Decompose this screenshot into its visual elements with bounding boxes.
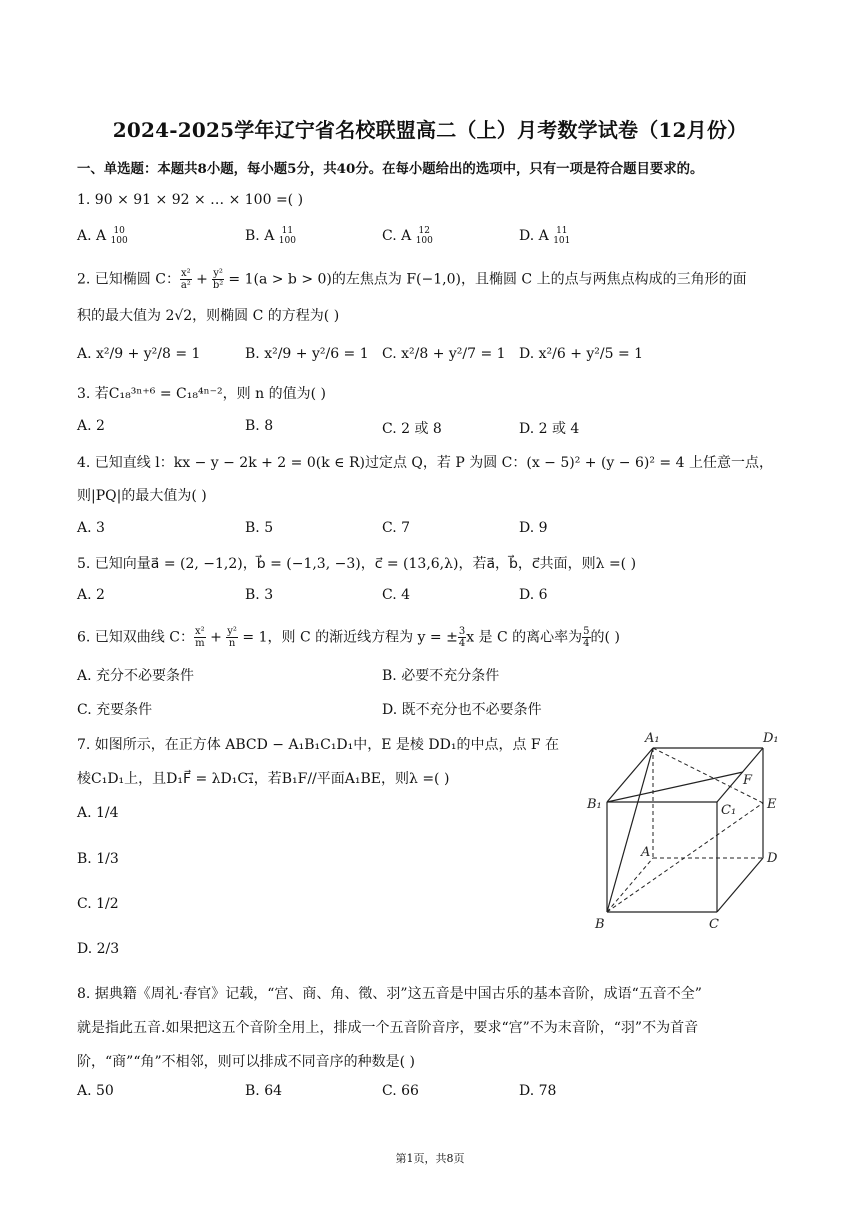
q1-option-c: C. A 12 100 <box>382 226 433 246</box>
label-b: B <box>595 917 605 932</box>
q3-option-a: A. 2 <box>77 418 105 434</box>
label-b1: B₁ <box>587 797 602 812</box>
q2-option-c: C. x²/8 + y²/7 = 1 <box>382 346 506 362</box>
q7-option-d: D. 2/3 <box>77 941 120 957</box>
label-a1: A₁ <box>645 731 660 746</box>
q7-stem-line2: 棱C₁D₁上，且D₁F⃗ = λD₁C₁⃗，若B₁F//平面A₁BE，则λ =( ) <box>77 771 450 787</box>
q3-stem: 3. 若C₁₈³ⁿ⁺⁶ = C₁₈⁴ⁿ⁻²，则 n 的值为( ) <box>77 386 326 402</box>
label-c1: C₁ <box>721 803 737 818</box>
q4-option-b: B. 5 <box>245 520 274 536</box>
q8-option-a: A. 50 <box>77 1083 114 1099</box>
q8-stem-line3: 阶，“商”“角”不相邻，则可以排成不同音序的种数是( ) <box>77 1054 416 1070</box>
q7-option-a: A. 1/4 <box>77 805 119 821</box>
q1-option-d: D. A 11 101 <box>519 226 571 246</box>
edge-c1-d1 <box>717 748 763 802</box>
q5-option-c: C. 4 <box>382 587 411 603</box>
q4-stem-line1: 4. 已知直线 l：kx − y − 2k + 2 = 0(k ∈ R)过定点 Q，若 P 为圆 C：(x − 5)² + (y − 6)² = 4 上任意一点， <box>77 455 773 471</box>
q7-option-c: C. 1/2 <box>77 896 119 912</box>
q8-stem-line1: 8. 据典籍《周礼·春官》记载，“宫、商、角、徵、羽”这五音是中国古乐的基本音阶，成语“五音不全” <box>77 986 702 1002</box>
q6-option-d: D. 既不充分也不必要条件 <box>382 702 542 718</box>
cube-figure <box>585 730 790 935</box>
q3-option-c: C. 2 或 8 <box>382 421 442 437</box>
q2-option-b: B. x²/9 + y²/6 = 1 <box>245 346 369 362</box>
q6-stem: 6. 已知双曲线 C： $\frac{\text{x²}}{m}$ + $\frac{\text{y²}}{n}$ = 1，则 C 的渐近线方程为 y = ± $\frac{3}{4}$ x 是 C 的离心率为 $\frac{5}{4}$ 的( ) <box>77 626 620 649</box>
q4-stem-line2: 则|PQ|的最大值为( ) <box>77 488 207 504</box>
q2-stem-line2: 积的最大值为 2√2，则椭圆 C 的方程为( ) <box>77 308 340 324</box>
q1-option-a: A. A 10 100 <box>77 226 128 246</box>
segment-b1-f <box>607 772 743 802</box>
label-c: C <box>709 917 719 932</box>
section-heading: 一、单选题：本题共8小题，每小题5分，共40分。在每小题给出的选项中，只有一项是符合题目要求的。 <box>77 161 704 177</box>
page-footer: 第1页，共8页 <box>395 1152 465 1165</box>
q3-option-d: D. 2 或 4 <box>519 421 580 437</box>
q2-option-d: D. x²/6 + y²/5 = 1 <box>519 346 644 362</box>
segment-a1-b <box>607 748 653 912</box>
q6-option-a: A. 充分不必要条件 <box>77 668 195 684</box>
q6-option-b: B. 必要不充分条件 <box>382 668 500 684</box>
q1-option-b: B. A 11 100 <box>245 226 296 246</box>
q8-option-c: C. 66 <box>382 1083 419 1099</box>
q8-option-b: B. 64 <box>245 1083 283 1099</box>
q6-option-c: C. 充要条件 <box>77 702 153 718</box>
q8-option-d: D. 78 <box>519 1083 557 1099</box>
q5-option-a: A. 2 <box>77 587 105 603</box>
label-f: F <box>743 773 753 788</box>
q4-option-d: D. 9 <box>519 520 548 536</box>
q7-option-b: B. 1/3 <box>77 851 119 867</box>
label-e: E <box>767 797 777 812</box>
label-d1: D₁ <box>763 731 779 746</box>
q4-option-a: A. 3 <box>77 520 105 536</box>
q7-stem-line1: 7. 如图所示，在正方体 ABCD − A₁B₁C₁D₁中，E 是棱 DD₁的中点，点 F 在 <box>77 737 560 753</box>
hidden-edge-b-a <box>607 858 653 912</box>
q5-stem: 5. 已知向量a⃗ = (2, −1,2)，b⃗ = (−1,3, −3)，c⃗ = (13,6,λ)，若a⃗，b⃗，c⃗共面，则λ =( ) <box>77 556 637 572</box>
label-a: A <box>641 845 651 860</box>
q5-option-b: B. 3 <box>245 587 274 603</box>
q8-stem-line2: 就是指此五音.如果把这五个音阶全用上，排成一个五音阶音序，要求“宫”不为末音阶，“羽”不为首音 <box>77 1020 699 1036</box>
exam-title: 2024-2025学年辽宁省名校联盟高二（上）月考数学试卷（12月份） <box>112 118 748 142</box>
q3-option-b: B. 8 <box>245 418 274 434</box>
label-d: D <box>767 851 778 866</box>
q4-option-c: C. 7 <box>382 520 411 536</box>
q5-option-d: D. 6 <box>519 587 548 603</box>
q2-option-a: A. x²/9 + y²/8 = 1 <box>77 346 201 362</box>
q2-stem-line1: 2. 已知椭圆 C： $\frac{\text{x²}}{\text{a²}}$ + $\frac{\text{y²}}{\text{b²}}$ = 1(a > b > 0)的左焦点为 F(−1,0)，且椭圆 C 上的点与两焦点构成的三角形的面 <box>77 268 747 291</box>
q1-stem: 1. 90 × 91 × 92 × … × 100 =( ) <box>77 192 304 208</box>
edge-c-d <box>717 858 763 912</box>
